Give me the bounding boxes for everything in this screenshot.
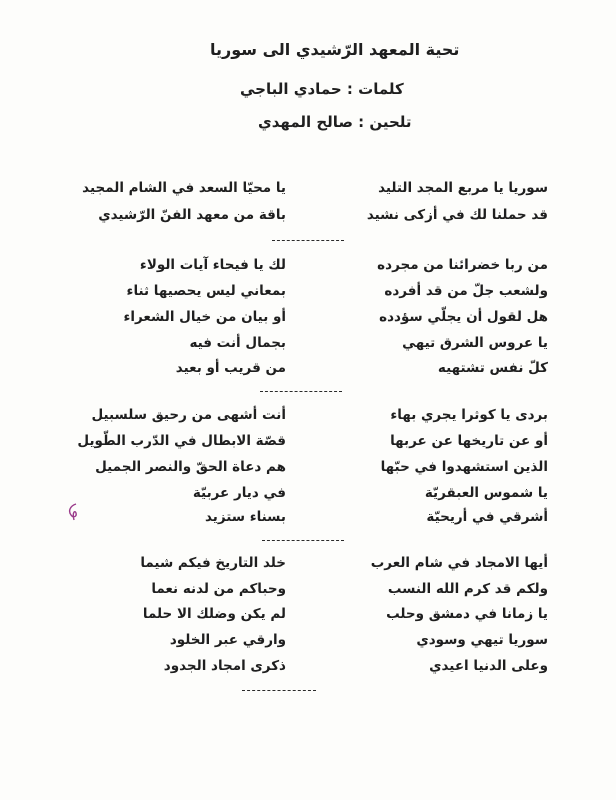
left-hemistich: من قريب أو بعيد	[175, 360, 286, 376]
right-hemistich: كلّ نفس تشتهيه	[437, 360, 548, 376]
right-hemistich: يا شموس العبقريّة	[424, 485, 548, 501]
stanza-divider	[262, 540, 344, 541]
right-hemistich: ولكم قد كرم الله النسب	[387, 581, 548, 597]
right-hemistich: الذين استشهدوا في حبّها	[380, 459, 548, 475]
verse-row	[0, 403, 616, 427]
right-hemistich: أو عن تاريخها عن عربها	[390, 433, 548, 449]
left-hemistich: يا محيّا السعد في الشام المجيد	[82, 180, 286, 196]
ink-scribble-icon	[66, 502, 80, 522]
composer-credit: تلحين : صالح المهدي	[258, 113, 412, 131]
right-hemistich: يا عروس الشرق تيهي	[402, 335, 548, 351]
verse-row	[0, 279, 616, 303]
verse-row	[0, 602, 616, 626]
right-hemistich: هل لقول أن يجلّي سؤدده	[379, 309, 548, 325]
verse-row	[0, 176, 616, 200]
left-hemistich: قصّة الابطال في الدّرب الطّويل	[77, 433, 286, 449]
left-hemistich: لم يكن وضلك الا حلما	[142, 606, 286, 622]
verse-row	[0, 305, 616, 329]
right-hemistich: أيها الامجاد في شام العرب	[370, 555, 548, 571]
left-hemistich: هم دعاة الحقّ والنصر الجميل	[95, 459, 286, 475]
left-hemistich: وحباكم من لدنه نعما	[151, 581, 286, 597]
verse-row	[0, 331, 616, 355]
verse-row	[0, 455, 616, 479]
verse-row	[0, 628, 616, 652]
left-hemistich: في ديار عربيّة	[192, 485, 286, 501]
right-hemistich: سوريا تيهي وسودي	[416, 632, 548, 648]
verse-row	[0, 253, 616, 277]
right-hemistich: أشرقي في أريحيّة	[426, 509, 548, 525]
left-hemistich: ذكرى امجاد الجدود	[163, 658, 286, 674]
verse-row	[0, 551, 616, 575]
left-hemistich: أو بيان من خيال الشعراء	[123, 309, 286, 325]
left-hemistich: وارقي عبر الخلود	[169, 632, 286, 648]
left-hemistich: بجمال أنت فيه	[189, 335, 286, 351]
left-hemistich: بمعاني ليس يحصيها ثناء	[126, 283, 286, 299]
poem-title: تحية المعهد الرّشيدي الى سوريا	[210, 40, 460, 59]
left-hemistich: لك يا فيحاء آيات الولاء	[139, 257, 286, 273]
verse-row	[0, 429, 616, 453]
verse-row	[0, 654, 616, 678]
left-hemistich: خلد التاريخ فيكم شيما	[140, 555, 286, 571]
stanza-divider	[260, 391, 342, 392]
right-hemistich: من ربا خضرائنا من مجرده	[377, 257, 548, 273]
verse-row	[0, 203, 616, 227]
stanza-divider	[242, 690, 316, 691]
right-hemistich: ولشعب جلّ من قد أفرده	[384, 283, 548, 299]
verse-row	[0, 481, 616, 505]
right-hemistich: يا زمانا في دمشق وحلب	[386, 606, 548, 622]
right-hemistich: بردى يا كوثرا يجري بهاء	[390, 407, 548, 423]
right-hemistich: سوريا يا مربع المجد التليد	[378, 180, 548, 196]
left-hemistich: باقة من معهد الفنّ الرّشيدي	[98, 207, 286, 223]
verse-row	[0, 577, 616, 601]
left-hemistich: أنت أشهى من رحيق سلسبيل	[91, 407, 286, 423]
lyrics-credit: كلمات : حمادي الباجي	[240, 80, 404, 98]
right-hemistich: قد حملنا لك في أزكى نشيد	[366, 207, 548, 223]
verse-row	[0, 505, 616, 529]
stanza-divider	[272, 240, 344, 241]
left-hemistich: بسناء ستزيد	[204, 509, 286, 525]
verse-row	[0, 356, 616, 380]
right-hemistich: وعلى الدنيا اعيدي	[429, 658, 548, 674]
